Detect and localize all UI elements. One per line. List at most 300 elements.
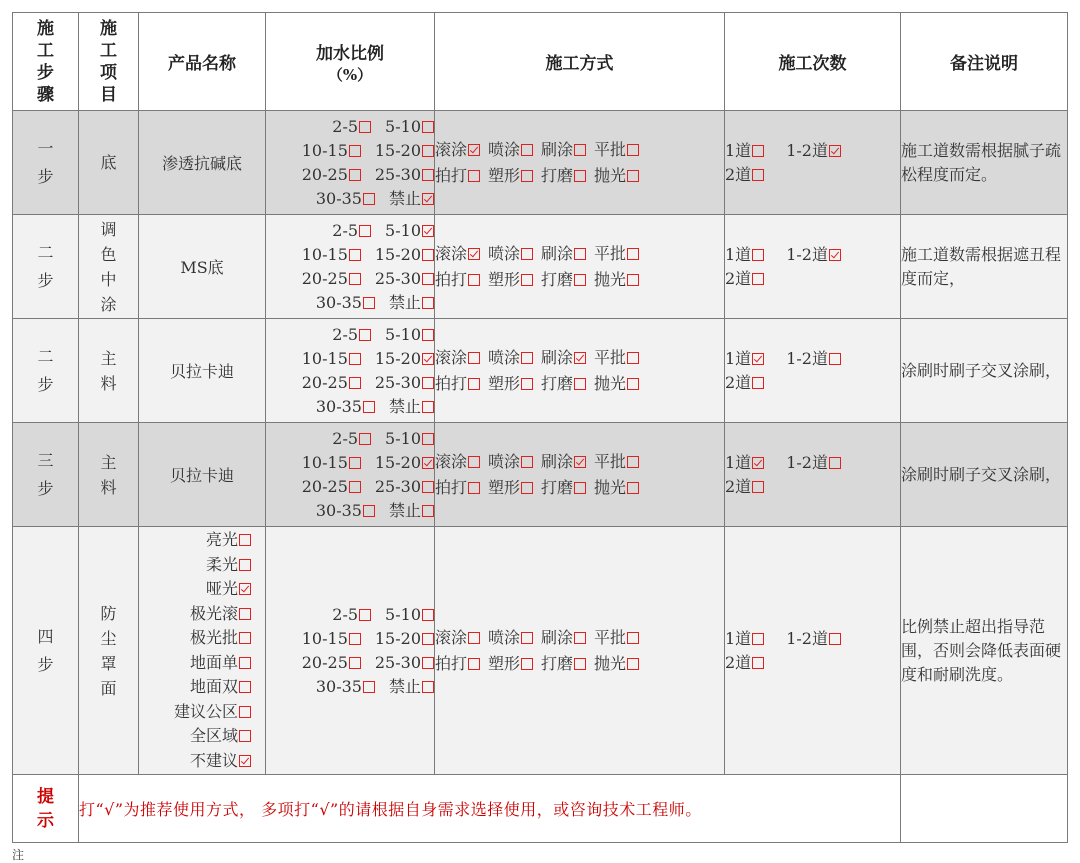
count-option	[725, 349, 764, 368]
count-option-label: 2道	[725, 372, 752, 392]
ratio-option	[316, 397, 375, 416]
empty-box-icon[interactable]	[574, 378, 586, 390]
empty-box-icon[interactable]	[349, 353, 361, 365]
product-option	[206, 530, 251, 549]
ratio-option-label: 20-25	[301, 372, 348, 392]
empty-box-icon[interactable]	[422, 633, 434, 645]
ratio-option-label: 25-30	[374, 268, 421, 288]
ratio-cell	[266, 319, 435, 423]
item-text: 主 料	[100, 452, 117, 497]
empty-box-icon[interactable]	[422, 273, 434, 285]
count-option-label: 1道	[725, 452, 752, 472]
item-text: 调 色 中 涂	[100, 219, 117, 314]
count-option	[725, 477, 764, 496]
empty-box-icon[interactable]	[574, 658, 586, 670]
method-option	[541, 244, 586, 263]
empty-box-icon[interactable]	[829, 353, 841, 365]
method-option-label: 平批	[594, 347, 627, 367]
empty-box-icon[interactable]	[752, 657, 764, 669]
empty-box-icon[interactable]	[422, 609, 434, 621]
item-text: 底	[100, 153, 117, 172]
method-option	[488, 270, 533, 289]
ratio-option-label: 禁止	[388, 500, 421, 520]
step-text: 四 步	[37, 626, 54, 674]
empty-box-icon[interactable]	[468, 352, 480, 364]
method-option	[594, 166, 639, 185]
ratio-option	[385, 605, 434, 624]
count-option-label: 1道	[725, 348, 752, 368]
empty-box-icon[interactable]	[468, 378, 480, 390]
method-option	[488, 166, 533, 185]
product-option	[190, 726, 251, 745]
method-option	[594, 478, 639, 497]
empty-box-icon[interactable]	[359, 329, 371, 341]
empty-box-icon[interactable]	[627, 144, 639, 156]
count-option-label: 1-2道	[786, 244, 828, 264]
ratio-option-label: 10-15	[301, 140, 348, 160]
step-row	[13, 423, 1068, 527]
empty-box-icon[interactable]	[574, 170, 586, 182]
method-option-label: 抛光	[594, 477, 627, 497]
empty-box-icon[interactable]	[627, 482, 639, 494]
empty-box-icon[interactable]	[363, 681, 375, 693]
empty-box-icon[interactable]	[359, 225, 371, 237]
ratio-option	[332, 221, 371, 240]
checked-box-icon[interactable]	[239, 583, 251, 595]
ratio-cell	[266, 423, 435, 527]
empty-box-icon[interactable]	[627, 274, 639, 286]
step-cell	[13, 111, 79, 215]
method-option-label: 刷涂	[541, 139, 574, 159]
ratio-option-label: 25-30	[374, 652, 421, 672]
method-option-label: 打磨	[541, 373, 574, 393]
empty-box-icon[interactable]	[521, 456, 533, 468]
header-ratio-line1: 加水比例	[316, 43, 384, 64]
empty-box-icon[interactable]	[627, 658, 639, 670]
count-option	[725, 653, 764, 672]
ratio-option	[302, 349, 361, 368]
ratio-option-label: 10-15	[301, 628, 348, 648]
ratio-option-label: 10-15	[301, 348, 348, 368]
method-cell	[435, 215, 725, 319]
ratio-option	[302, 373, 361, 392]
method-option-label: 刷涂	[541, 243, 574, 263]
ratio-option	[302, 653, 361, 672]
checked-box-icon[interactable]	[468, 144, 480, 156]
empty-box-icon[interactable]	[521, 248, 533, 260]
count-option	[725, 453, 764, 472]
ratio-option-label: 5-10	[385, 428, 421, 448]
count-option-label: 1道	[725, 140, 752, 160]
method-option-label: 塑形	[488, 477, 521, 497]
ratio-option	[375, 349, 434, 368]
count-cell	[725, 319, 901, 423]
empty-box-icon[interactable]	[574, 632, 586, 644]
construction-spec-table	[12, 12, 1068, 843]
empty-box-icon[interactable]	[422, 433, 434, 445]
empty-box-icon[interactable]	[349, 457, 361, 469]
count-option-label: 1-2道	[786, 628, 828, 648]
empty-box-icon[interactable]	[829, 457, 841, 469]
product-option	[190, 677, 251, 696]
empty-box-icon[interactable]	[468, 632, 480, 644]
checked-box-icon[interactable]	[752, 457, 764, 469]
ratio-option	[316, 293, 375, 312]
empty-box-icon[interactable]	[422, 145, 434, 157]
empty-box-icon[interactable]	[752, 377, 764, 389]
method-option-label: 喷涂	[488, 139, 521, 159]
product-option-label: 哑光	[205, 579, 238, 598]
count-cell	[725, 527, 901, 775]
method-option-label: 刷涂	[541, 627, 574, 647]
ratio-option	[302, 269, 361, 288]
count-option-label: 2道	[725, 476, 752, 496]
method-option	[594, 374, 639, 393]
header-ratio	[266, 13, 435, 111]
empty-box-icon[interactable]	[239, 632, 251, 644]
ratio-option-label: 5-10	[385, 324, 421, 344]
empty-box-icon[interactable]	[752, 169, 764, 181]
ratio-option-label: 15-20	[374, 244, 421, 264]
method-option	[541, 452, 586, 471]
empty-box-icon[interactable]	[468, 456, 480, 468]
product-option-label: 极光滚	[189, 603, 238, 623]
empty-box-icon[interactable]	[752, 273, 764, 285]
method-option	[435, 166, 480, 185]
step-text: 一 步	[37, 138, 54, 186]
ratio-option-label: 15-20	[374, 452, 421, 472]
method-cell	[435, 319, 725, 423]
product-cell	[139, 111, 266, 215]
ratio-option-label: 15-20	[374, 348, 421, 368]
method-option	[594, 452, 639, 471]
method-option-label: 抛光	[594, 165, 627, 185]
empty-box-icon[interactable]	[359, 609, 371, 621]
method-option	[594, 654, 639, 673]
empty-box-icon[interactable]	[422, 681, 434, 693]
empty-box-icon[interactable]	[359, 121, 371, 133]
method-option	[488, 478, 533, 497]
tip-row	[13, 775, 1068, 843]
count-option	[725, 269, 764, 288]
method-option	[594, 628, 639, 647]
empty-box-icon[interactable]	[359, 433, 371, 445]
empty-box-icon[interactable]	[349, 633, 361, 645]
method-option-label: 刷涂	[541, 451, 574, 471]
empty-box-icon[interactable]	[349, 273, 361, 285]
ratio-option-label: 禁止	[388, 396, 421, 416]
step-text: 二 步	[37, 242, 54, 290]
ratio-cell	[266, 527, 435, 775]
checked-box-icon[interactable]	[422, 225, 434, 237]
method-option-label: 滚涂	[435, 139, 468, 159]
method-option-label: 喷涂	[488, 347, 521, 367]
ratio-option	[302, 165, 361, 184]
product-option	[206, 555, 251, 574]
ratio-option	[316, 677, 375, 696]
count-option	[786, 453, 841, 472]
method-option	[488, 628, 533, 647]
note-cell: 比例禁止超出指导范围，否则会降低表面硬度和耐刷洗度。	[901, 527, 1068, 775]
header-method: 施工方式	[435, 13, 725, 111]
empty-box-icon[interactable]	[422, 505, 434, 517]
ratio-option-label: 10-15	[301, 244, 348, 264]
method-option	[594, 348, 639, 367]
ratio-option	[375, 269, 434, 288]
ratio-option	[332, 325, 371, 344]
ratio-option-label: 20-25	[301, 268, 348, 288]
ratio-option	[375, 165, 434, 184]
ratio-option-label: 25-30	[374, 164, 421, 184]
count-cell	[725, 423, 901, 527]
empty-box-icon[interactable]	[422, 377, 434, 389]
empty-box-icon[interactable]	[627, 352, 639, 364]
step-text: 二 步	[37, 346, 54, 394]
ratio-option-label: 20-25	[301, 164, 348, 184]
method-option-label: 拍打	[435, 269, 468, 289]
empty-box-icon[interactable]	[574, 144, 586, 156]
empty-box-icon[interactable]	[574, 482, 586, 494]
tip-label: 提 示	[13, 775, 79, 843]
item-text: 主 料	[100, 348, 117, 393]
method-option-label: 平批	[594, 627, 627, 647]
ratio-option-label: 20-25	[301, 476, 348, 496]
ratio-option	[302, 141, 361, 160]
product-option	[190, 653, 251, 672]
checked-box-icon[interactable]	[422, 353, 434, 365]
empty-box-icon[interactable]	[239, 730, 251, 742]
empty-box-icon[interactable]	[422, 657, 434, 669]
method-option	[435, 628, 480, 647]
product-option-label: 全区域	[189, 726, 238, 745]
count-option	[786, 245, 841, 264]
method-option-label: 拍打	[435, 373, 468, 393]
empty-box-icon[interactable]	[422, 401, 434, 413]
checked-box-icon[interactable]	[574, 352, 586, 364]
empty-box-icon[interactable]	[349, 249, 361, 261]
ratio-option	[389, 293, 434, 312]
count-option	[725, 373, 764, 392]
checked-box-icon[interactable]	[239, 755, 251, 767]
ratio-option-label: 2-5	[332, 220, 359, 240]
empty-box-icon[interactable]	[422, 169, 434, 181]
ratio-option-label: 10-15	[301, 452, 348, 472]
method-option-label: 喷涂	[488, 451, 521, 471]
note-cell: 涂刷时刷子交叉涂刷，	[901, 319, 1068, 423]
ratio-option-label: 2-5	[332, 116, 359, 136]
step-cell	[13, 319, 79, 423]
method-option	[435, 270, 480, 289]
ratio-option-label: 禁止	[388, 188, 421, 208]
ratio-option	[332, 605, 371, 624]
method-option-label: 打磨	[541, 269, 574, 289]
item-cell	[79, 319, 139, 423]
empty-box-icon[interactable]	[627, 632, 639, 644]
product-option-label: 亮光	[205, 530, 238, 549]
item-cell	[79, 527, 139, 775]
ratio-option-label: 禁止	[388, 676, 421, 696]
empty-box-icon[interactable]	[239, 681, 251, 693]
empty-box-icon[interactable]	[239, 559, 251, 571]
empty-box-icon[interactable]	[422, 121, 434, 133]
ratio-option	[332, 117, 371, 136]
count-option-label: 1-2道	[786, 452, 828, 472]
empty-box-icon[interactable]	[521, 378, 533, 390]
empty-box-icon[interactable]	[468, 170, 480, 182]
empty-box-icon[interactable]	[521, 658, 533, 670]
ratio-option	[385, 429, 434, 448]
checked-box-icon[interactable]	[422, 193, 434, 205]
ratio-option-label: 30-35	[315, 292, 362, 312]
item-cell	[79, 423, 139, 527]
count-option	[786, 349, 841, 368]
empty-box-icon[interactable]	[468, 482, 480, 494]
method-option-label: 平批	[594, 139, 627, 159]
header-row	[13, 13, 1068, 111]
empty-box-icon[interactable]	[627, 456, 639, 468]
count-cell	[725, 111, 901, 215]
checked-box-icon[interactable]	[574, 456, 586, 468]
product-cell	[139, 527, 266, 775]
method-option	[541, 166, 586, 185]
method-option-label: 滚涂	[435, 243, 468, 263]
method-option	[541, 374, 586, 393]
product-option	[190, 751, 251, 770]
product-option-label: 不建议	[189, 750, 238, 770]
empty-box-icon[interactable]	[521, 352, 533, 364]
empty-box-icon[interactable]	[752, 145, 764, 157]
empty-box-icon[interactable]	[468, 658, 480, 670]
checked-box-icon[interactable]	[752, 353, 764, 365]
product-option	[190, 604, 251, 623]
ratio-option	[302, 477, 361, 496]
empty-box-icon[interactable]	[239, 706, 251, 718]
method-option	[488, 348, 533, 367]
method-option	[594, 270, 639, 289]
method-option	[435, 654, 480, 673]
method-option-label: 拍打	[435, 653, 468, 673]
ratio-option	[375, 629, 434, 648]
header-item: 施 工 项 目	[79, 13, 139, 111]
empty-box-icon[interactable]	[521, 144, 533, 156]
ratio-option-label: 20-25	[301, 652, 348, 672]
checked-box-icon[interactable]	[829, 145, 841, 157]
product-cell	[139, 423, 266, 527]
method-option-label: 打磨	[541, 653, 574, 673]
ratio-option-label: 15-20	[374, 140, 421, 160]
note-cell: 施工道数需根据遮丑程度而定，	[901, 215, 1068, 319]
ratio-option	[389, 677, 434, 696]
item-cell	[79, 215, 139, 319]
ratio-option	[375, 653, 434, 672]
ratio-cell	[266, 111, 435, 215]
checked-box-icon[interactable]	[468, 248, 480, 260]
tip-empty-cell	[901, 775, 1068, 843]
empty-box-icon[interactable]	[349, 377, 361, 389]
count-option-label: 1道	[725, 628, 752, 648]
product-name: 渗透抗碱底	[161, 154, 242, 173]
ratio-option	[375, 245, 434, 264]
empty-box-icon[interactable]	[752, 481, 764, 493]
product-option	[190, 628, 251, 647]
empty-box-icon[interactable]	[422, 249, 434, 261]
empty-box-icon[interactable]	[627, 378, 639, 390]
method-option-label: 喷涂	[488, 627, 521, 647]
checked-box-icon[interactable]	[422, 457, 434, 469]
method-option-label: 抛光	[594, 653, 627, 673]
empty-box-icon[interactable]	[521, 170, 533, 182]
empty-box-icon[interactable]	[363, 297, 375, 309]
empty-box-icon[interactable]	[363, 401, 375, 413]
ratio-option-label: 5-10	[385, 604, 421, 624]
empty-box-icon[interactable]	[521, 274, 533, 286]
note-cell: 涂刷时刷子交叉涂刷，	[901, 423, 1068, 527]
method-option	[541, 348, 586, 367]
method-option-label: 滚涂	[435, 451, 468, 471]
count-cell	[725, 215, 901, 319]
method-option-label: 塑形	[488, 653, 521, 673]
method-option-label: 平批	[594, 451, 627, 471]
ratio-option	[332, 429, 371, 448]
method-option-label: 塑形	[488, 373, 521, 393]
empty-box-icon[interactable]	[574, 274, 586, 286]
empty-box-icon[interactable]	[422, 329, 434, 341]
ratio-option-label: 2-5	[332, 324, 359, 344]
empty-box-icon[interactable]	[349, 481, 361, 493]
ratio-option-label: 5-10	[385, 220, 421, 240]
empty-box-icon[interactable]	[627, 248, 639, 260]
count-option	[725, 629, 764, 648]
empty-box-icon[interactable]	[422, 481, 434, 493]
empty-box-icon[interactable]	[829, 633, 841, 645]
empty-box-icon[interactable]	[363, 505, 375, 517]
empty-box-icon[interactable]	[239, 657, 251, 669]
header-count: 施工次数	[725, 13, 901, 111]
ratio-option	[389, 189, 434, 208]
product-cell	[139, 215, 266, 319]
empty-box-icon[interactable]	[627, 170, 639, 182]
empty-box-icon[interactable]	[521, 632, 533, 644]
empty-box-icon[interactable]	[239, 608, 251, 620]
empty-box-icon[interactable]	[422, 297, 434, 309]
empty-box-icon[interactable]	[574, 248, 586, 260]
empty-box-icon[interactable]	[349, 145, 361, 157]
method-option	[594, 140, 639, 159]
empty-box-icon[interactable]	[752, 249, 764, 261]
empty-box-icon[interactable]	[349, 169, 361, 181]
count-option	[786, 629, 841, 648]
step-cell	[13, 423, 79, 527]
method-option-label: 平批	[594, 243, 627, 263]
empty-box-icon[interactable]	[521, 482, 533, 494]
step-row	[13, 215, 1068, 319]
ratio-option-label: 2-5	[332, 604, 359, 624]
method-option	[435, 140, 480, 159]
empty-box-icon[interactable]	[349, 657, 361, 669]
empty-box-icon[interactable]	[468, 274, 480, 286]
empty-box-icon[interactable]	[363, 193, 375, 205]
ratio-option	[375, 477, 434, 496]
checked-box-icon[interactable]	[829, 249, 841, 261]
method-option	[488, 244, 533, 263]
item-text: 防 尘 罩 面	[100, 603, 117, 698]
count-option-label: 1-2道	[786, 348, 828, 368]
note-cell: 施工道数需根据腻子疏松程度而定。	[901, 111, 1068, 215]
empty-box-icon[interactable]	[752, 633, 764, 645]
tip-text: 打“√”为推荐使用方式， 多项打“√”的请根据自身需求选择使用，或咨询技术工程师。	[79, 775, 901, 843]
step-row	[13, 527, 1068, 775]
empty-box-icon[interactable]	[239, 534, 251, 546]
